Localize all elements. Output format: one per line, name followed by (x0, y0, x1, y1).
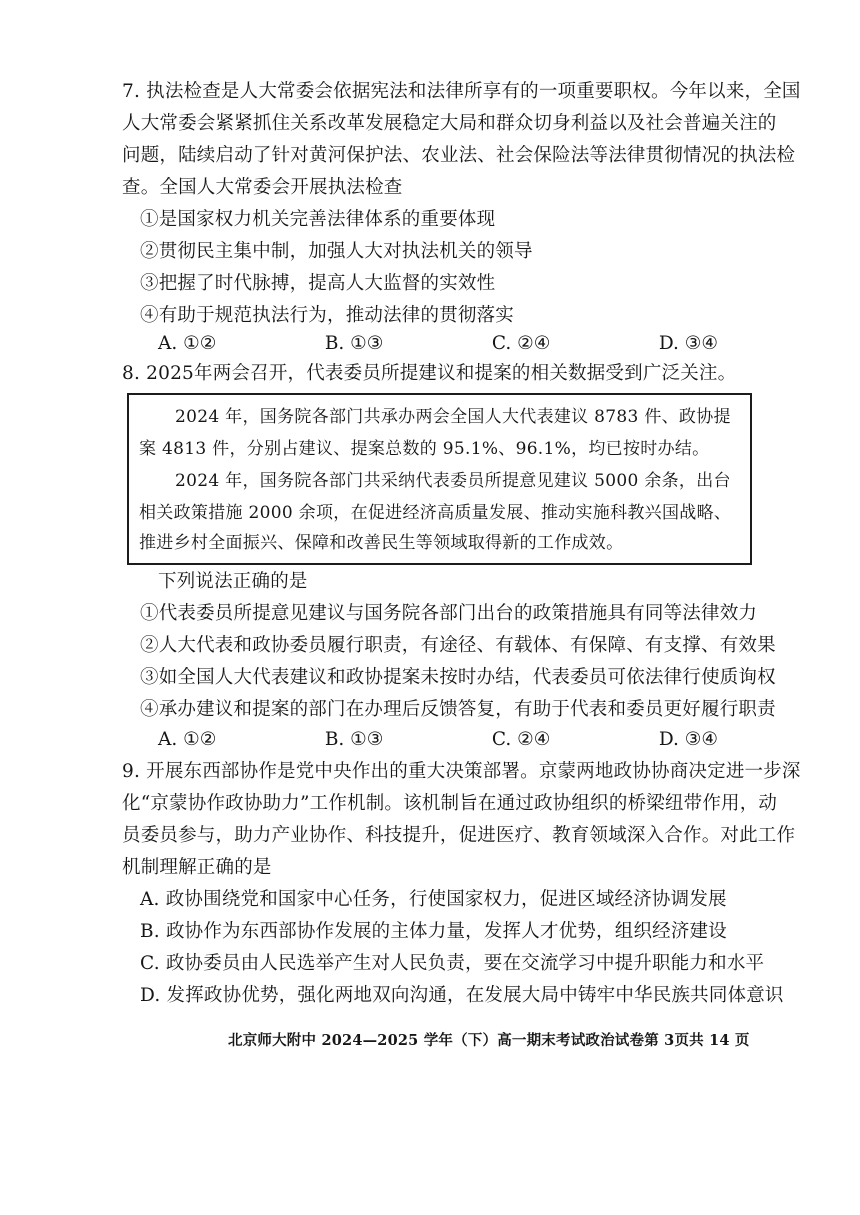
q7-choice-b: B. ①③ (324, 333, 384, 354)
q7-option-3: ③把握了时代脉搏，提高人大监督的实效性 (140, 273, 496, 294)
q7-option-2: ②贯彻民主集中制，加强人大对执法机关的领导 (140, 241, 533, 262)
q8-material-line-4: 相关政策措施 2000 余项，在促进经济高质量发展、推动实施科教兴国战略、 (139, 503, 732, 523)
q8-choice-b: B. ①③ (324, 729, 384, 750)
q7-stem-line-1: 7. 执法检查是人大常委会依据宪法和法律所享有的一项重要职权。今年以来，全国 (122, 81, 801, 102)
q9-option-c: C. 政协委员由人民选举产生对人民负责，要在交流学习中提升职能力和水平 (140, 953, 765, 974)
q7-choice-d: D. ③④ (658, 333, 718, 354)
q8-option-1: ①代表委员所提意见建议与国务院各部门出台的政策措施具有同等法律效力 (140, 603, 758, 624)
q8-choice-a: A. ①② (158, 729, 217, 750)
q7-stem-line-4: 查。全国人大常委会开展执法检查 (122, 177, 403, 198)
q8-option-2: ②人大代表和政协委员履行职责，有途径、有载体、有保障、有支撑、有效果 (140, 635, 776, 656)
q9-stem-line-1: 9. 开展东西部协作是党中央作出的重大决策部署。京蒙两地政协协商决定进一步深 (122, 761, 801, 782)
q9-stem-line-3: 员委员参与，助力产业协作、科技提升，促进医疗、教育领域深入合作。对此工作 (122, 825, 796, 846)
q8-choice-d: D. ③④ (658, 729, 718, 750)
q8-material-line-2: 案 4813 件，分别占建议、提案总数的 95.1%、96.1%，均已按时办结。 (139, 439, 710, 459)
q8-choice-c: C. ②④ (491, 729, 551, 750)
q7-choices (158, 332, 718, 356)
q8-choices (158, 728, 718, 752)
q8-option-3: ③如全国人大代表建议和政协提案未按时办结，代表委员可依法律行使质询权 (140, 667, 776, 688)
q7-option-4: ④有助于规范执法行为，推动法律的贯彻落实 (140, 305, 515, 326)
q9-option-d: D. 发挥政协优势，强化两地双向沟通，在发展大局中铸牢中华民族共同体意识 (140, 985, 784, 1006)
q8-prompt: 下列说法正确的是 (158, 571, 308, 592)
q7-option-1: ①是国家权力机关完善法律体系的重要体现 (140, 209, 496, 230)
q7-choice-a: A. ①② (158, 333, 217, 354)
q8-material-line-1: 2024 年，国务院各部门共承办两会全国人大代表建议 8783 件、政协提 (175, 407, 731, 427)
q7-stem-line-2: 人大常委会紧紧抓住关系改革发展稳定大局和群众切身利益以及社会普遍关注的 (122, 113, 777, 134)
q9-stem-line-4: 机制理解正确的是 (122, 857, 272, 878)
q8-option-4: ④承办建议和提案的部门在办理后反馈答复，有助于代表和委员更好履行职责 (140, 699, 776, 720)
q8-material-line-5: 推进乡村全面振兴、保障和改善民生等领域取得新的工作成效。 (139, 533, 624, 553)
q9-option-a: A. 政协围绕党和国家中心任务，行使国家权力，促进区域经济协调发展 (140, 889, 727, 910)
q7-choice-c: C. ②④ (491, 333, 551, 354)
q8-material-box (127, 393, 752, 565)
q9-option-b: B. 政协作为东西部协作发展的主体力量，发挥人才优势，组织经济建设 (140, 921, 727, 942)
q9-stem-line-2: 化“京蒙协作政协助力”工作机制。该机制旨在通过政协组织的桥梁纽带作用，动 (122, 793, 778, 814)
page-footer: 北京师大附中 2024—2025 学年（下）高一期末考试政治试卷第 3页共 14 页 (228, 1032, 750, 1049)
q7-stem-line-3: 问题，陆续启动了针对黄河保护法、农业法、社会保险法等法律贯彻情况的执法检 (122, 145, 796, 166)
q8-stem: 8. 2025年两会召开，代表委员所提建议和提案的相关数据受到广泛关注。 (122, 363, 737, 384)
q8-material-line-3: 2024 年，国务院各部门共采纳代表委员所提意见建议 5000 余条，出台 (175, 471, 731, 491)
